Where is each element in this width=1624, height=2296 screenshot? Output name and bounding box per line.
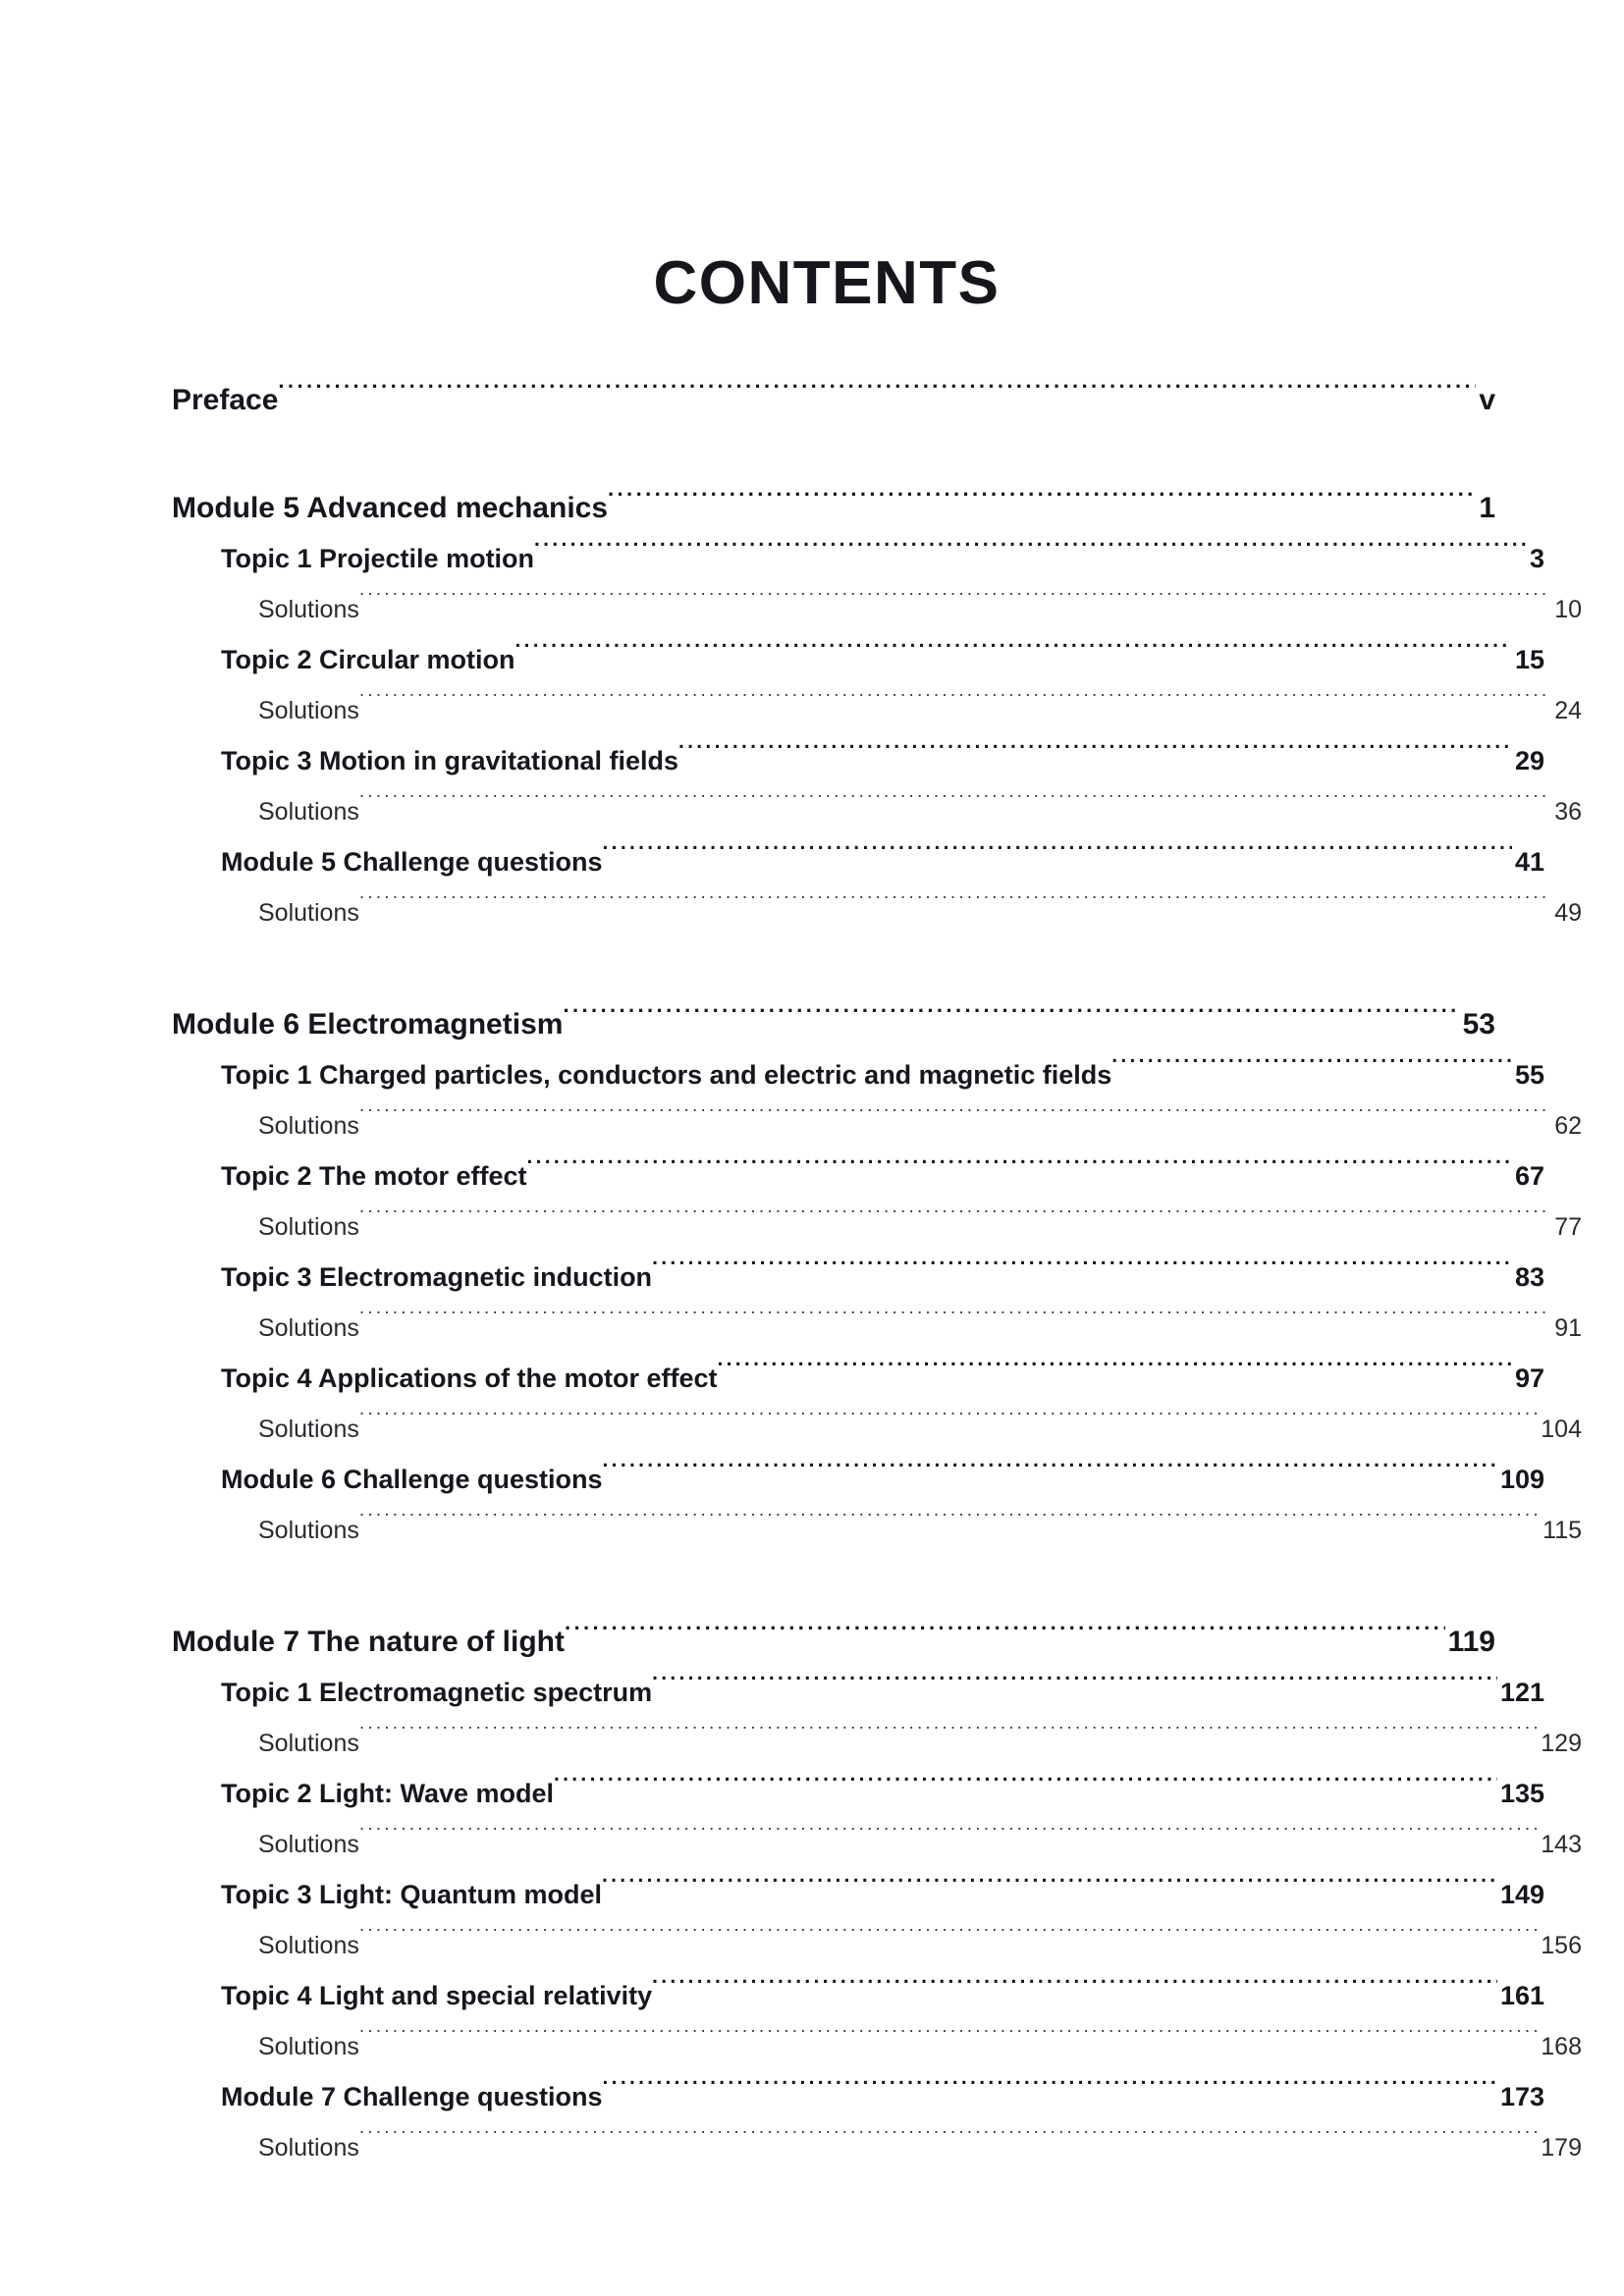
toc-entry-page-number: 149 (1499, 1880, 1544, 1909)
dot-leader (652, 1259, 1512, 1286)
toc-entry-page-number: 97 (1514, 1363, 1544, 1393)
toc-entry-label: Topic 4 Light and special relativity (221, 1981, 653, 2010)
dot-leader (534, 541, 1527, 567)
toc-entry-page-number: 143 (1541, 1831, 1582, 1858)
toc-entry-label: Solutions (258, 798, 359, 826)
toc-entry-label: Solutions (258, 1730, 359, 1757)
section-spacer (172, 1556, 1495, 1617)
dot-leader (554, 1776, 1497, 1802)
toc-entry-page-number: 62 (1554, 1112, 1582, 1140)
toc-topic-row[interactable] (221, 1354, 1544, 1404)
toc-topic-row[interactable] (221, 1769, 1544, 1819)
toc-entry-label: Topic 2 Circular motion (221, 645, 515, 674)
toc-entry-page-number: 173 (1499, 2082, 1544, 2111)
toc-topic-row[interactable] (221, 837, 1544, 887)
toc-entry-label: Module 7 Challenge questions (221, 2082, 603, 2111)
dot-leader (603, 2079, 1497, 2106)
toc-topic-row[interactable] (221, 1253, 1544, 1303)
toc-topic-row[interactable] (221, 1151, 1544, 1201)
dot-leader (359, 2131, 1538, 2156)
toc-topic-row[interactable] (221, 736, 1544, 786)
dot-leader (603, 1462, 1497, 1488)
toc-solutions-row[interactable] (258, 685, 1582, 736)
toc-entry-label: Solutions (258, 596, 359, 623)
dot-leader (1111, 1057, 1512, 1084)
toc-entry-label: Solutions (258, 1415, 359, 1443)
toc-entry-page-number: 55 (1514, 1060, 1544, 1090)
toc-entry-label: Solutions (258, 899, 359, 927)
toc-entry-page-number: 83 (1514, 1262, 1544, 1292)
dot-leader (359, 1210, 1551, 1235)
toc-solutions-row[interactable] (258, 1920, 1582, 1971)
toc-topic-row[interactable] (221, 1668, 1544, 1718)
toc-section-row[interactable] (172, 375, 1495, 426)
toc-entry-label: Topic 3 Light: Quantum model (221, 1880, 602, 1909)
toc-entry-page-number: 104 (1541, 1415, 1582, 1443)
dot-leader (359, 896, 1551, 921)
toc-solutions-row[interactable] (258, 1819, 1582, 1870)
dot-leader (652, 1675, 1497, 1701)
dot-leader (359, 1929, 1538, 1953)
toc-entry-label: Topic 1 Electromagnetic spectrum (221, 1678, 653, 1707)
dot-leader (359, 2030, 1538, 2055)
toc-entry-page-number: 67 (1514, 1161, 1544, 1191)
dot-leader (608, 488, 1476, 517)
dot-leader (359, 1413, 1538, 1437)
table-of-contents-list (172, 375, 1582, 2173)
toc-entry-label: Solutions (258, 1112, 359, 1140)
toc-entry-label: Topic 2 Light: Wave model (221, 1779, 555, 1808)
dot-leader (278, 380, 1476, 409)
toc-entry-page-number: 91 (1554, 1314, 1582, 1342)
toc-entry-label: Solutions (258, 1517, 359, 1544)
toc-entry-label: Topic 3 Motion in gravitational fields (221, 746, 679, 775)
toc-entry-label: Solutions (258, 2134, 359, 2162)
toc-solutions-row[interactable] (258, 1100, 1582, 1151)
page-title: CONTENTS (653, 249, 1001, 317)
toc-entry-label: Topic 2 The motor effect (221, 1161, 527, 1191)
dot-leader (718, 1361, 1512, 1387)
toc-entry-label: Solutions (258, 1314, 359, 1342)
toc-entry-page-number: 161 (1499, 1981, 1544, 2010)
dot-leader (603, 844, 1512, 871)
toc-entry-label: Solutions (258, 1213, 359, 1241)
toc-entry-page-number: 1 (1479, 492, 1495, 524)
toc-solutions-row[interactable] (258, 2021, 1582, 2072)
toc-entry-page-number: 129 (1541, 1730, 1582, 1757)
section-spacer (172, 938, 1495, 999)
toc-entry-label: Module 6 Challenge questions (221, 1465, 603, 1494)
toc-entry-label: Module 5 Advanced mechanics (172, 492, 609, 524)
dot-leader (359, 1828, 1538, 1852)
dot-leader (563, 1004, 1459, 1034)
dot-leader (565, 1622, 1445, 1651)
dot-leader (359, 795, 1551, 820)
toc-topic-row[interactable] (221, 1455, 1544, 1505)
toc-topic-row[interactable] (221, 1870, 1544, 1920)
toc-entry-page-number: 119 (1447, 1626, 1495, 1658)
dot-leader (678, 743, 1512, 770)
section-spacer (172, 426, 1495, 483)
toc-entry-page-number: 121 (1499, 1678, 1544, 1707)
dot-leader (359, 1514, 1540, 1538)
dot-leader (359, 694, 1551, 719)
toc-entry-label: Topic 3 Electromagnetic induction (221, 1262, 653, 1292)
dot-leader (652, 1978, 1497, 2004)
toc-entry-label: Module 7 The nature of light (172, 1626, 565, 1658)
toc-entry-label: Module 5 Challenge questions (221, 847, 603, 877)
toc-entry-label: Solutions (258, 1932, 359, 1959)
toc-topic-row[interactable] (221, 1971, 1544, 2021)
toc-solutions-row[interactable] (258, 1201, 1582, 1253)
toc-entry-label: Topic 1 Projectile motion (221, 544, 535, 573)
toc-topic-row[interactable] (221, 534, 1544, 584)
toc-section-row[interactable] (172, 483, 1495, 534)
toc-entry-label: Preface (172, 384, 279, 416)
toc-entry-page-number: 53 (1462, 1008, 1495, 1041)
toc-solutions-row[interactable] (258, 887, 1582, 938)
toc-entry-page-number: 36 (1554, 798, 1582, 826)
toc-entry-label: Module 6 Electromagnetism (172, 1008, 564, 1041)
dot-leader (359, 1109, 1551, 1134)
toc-entry-label: Solutions (258, 2033, 359, 2060)
toc-entry-page-number: v (1479, 384, 1495, 416)
toc-solutions-row[interactable] (258, 584, 1582, 635)
toc-entry-page-number: 156 (1541, 1932, 1582, 1959)
dot-leader (359, 1311, 1551, 1336)
toc-entry-page-number: 135 (1499, 1779, 1544, 1808)
toc-topic-row[interactable] (221, 2072, 1544, 2122)
toc-entry-page-number: 24 (1554, 697, 1582, 724)
toc-entry-label: Solutions (258, 1831, 359, 1858)
dot-leader (515, 642, 1512, 668)
toc-entry-label: Topic 4 Applications of the motor effect (221, 1363, 718, 1393)
toc-solutions-row[interactable] (258, 1404, 1582, 1455)
toc-solutions-row[interactable] (258, 1718, 1582, 1769)
toc-solutions-row[interactable] (258, 2122, 1582, 2173)
toc-entry-page-number: 10 (1554, 596, 1582, 623)
dot-leader (602, 1877, 1497, 1903)
toc-solutions-row[interactable] (258, 1505, 1582, 1556)
toc-entry-page-number: 115 (1543, 1517, 1582, 1544)
toc-entry-page-number: 77 (1554, 1213, 1582, 1241)
dot-leader (359, 1727, 1538, 1751)
toc-section-row[interactable] (172, 1617, 1495, 1668)
toc-entry-page-number: 15 (1514, 645, 1544, 674)
toc-entry-label: Solutions (258, 697, 359, 724)
toc-section-row[interactable] (172, 999, 1495, 1050)
dot-leader (359, 593, 1551, 617)
toc-entry-page-number: 168 (1541, 2033, 1582, 2060)
toc-entry-page-number: 49 (1554, 899, 1582, 927)
toc-entry-page-number: 3 (1529, 544, 1544, 573)
toc-entry-page-number: 179 (1541, 2134, 1582, 2162)
dot-leader (527, 1158, 1512, 1185)
toc-entry-page-number: 41 (1514, 847, 1544, 877)
toc-topic-row[interactable] (221, 635, 1544, 685)
toc-entry-page-number: 109 (1499, 1465, 1544, 1494)
toc-solutions-row[interactable] (258, 786, 1582, 837)
toc-topic-row[interactable] (221, 1050, 1544, 1100)
toc-entry-label: Topic 1 Charged particles, conductors and electric and magnetic fields (221, 1060, 1112, 1090)
toc-entry-page-number: 29 (1514, 746, 1544, 775)
toc-solutions-row[interactable] (258, 1303, 1582, 1354)
